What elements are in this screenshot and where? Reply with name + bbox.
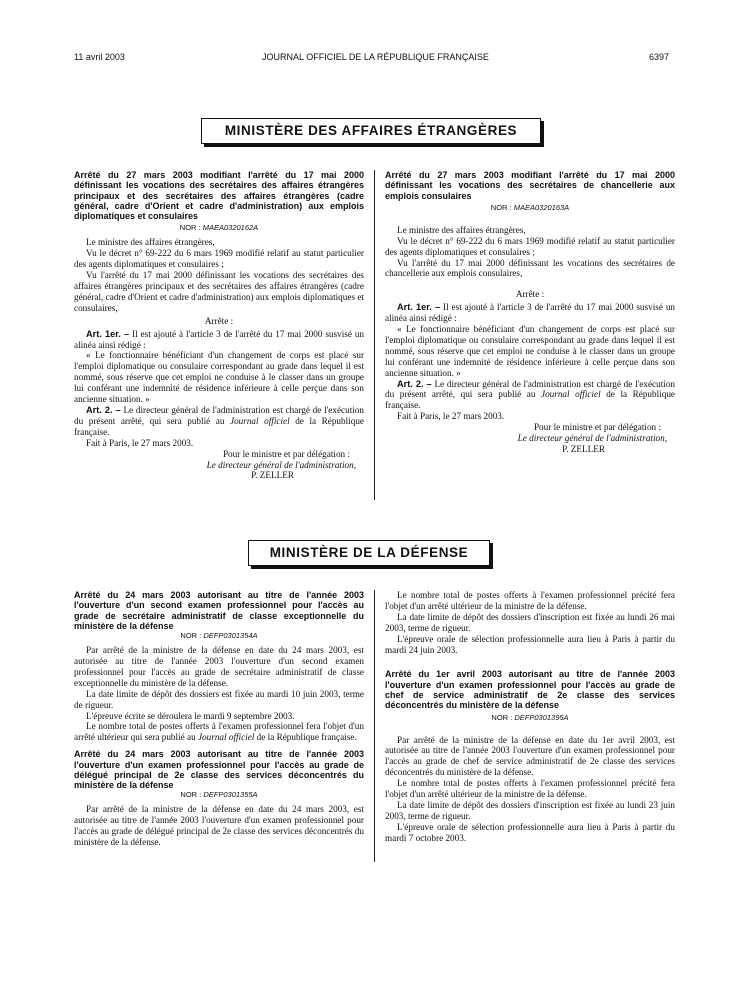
article-2-text: Le directeur général de l'administration est chargé de l'exécution du présent arrêté, qui sera publié au [74,404,365,426]
done-at: Fait à Paris, le 27 mars 2003. [86,437,194,448]
intro-line: Le ministre des affaires étrangères, [397,224,526,235]
nor-reference [74,790,364,801]
paragraph: La date limite de dépôt des dossiers d'inscription est fixée au lundi 26 mai 2003, terme de rigueur. [385,611,675,633]
article-1-text: Il est ajouté à l'article 3 de l'arrêté du 17 mai 2000 susvisé un alinéa ainsi rédigé : [385,302,676,324]
nor-label: NOR : [180,631,202,641]
nor-code: DEFP0301395A [514,712,569,722]
article-1-paragraph [385,302,675,324]
article-mae-1 [74,170,364,481]
article-2-paragraph [74,405,364,438]
nor-code: DEFP0301355A [203,790,258,800]
nor-reference [385,713,675,724]
paragraph [74,721,364,743]
done-at: Fait à Paris, le 27 mars 2003. [397,411,505,422]
signature-title [385,433,675,444]
signature-name: P. ZELLER [562,444,605,455]
nor-label: NOR : [180,790,202,800]
signature-title-text: Le directeur général de l'administration, [517,433,667,444]
arrete-label: Arrête : [515,289,545,300]
paragraph: Par arrêté de la ministre de la défense en date du 1er avril 2003, est autorisée au titre de l'année 2003 l'ouverture d'un examen professionnel pour l'accès au grade de chef de service administratif de 2e classe des services déconcentrés du ministère de la défense. [385,734,675,778]
nor-code: MAEA0320163A [513,202,570,212]
defense-left-column [74,590,364,848]
nor-reference [74,223,364,234]
paragraph: Par arrêté de la ministre de la défense en date du 24 mars 2003, est autorisée au titre de l'année 2003 l'ouverture d'un examen professionnel pour l'accès au grade de délégué principal de 2e classe des services déconcentrés du ministère de la défense. [74,804,364,848]
nor-code: MAEA0320162A [202,223,259,233]
article-1-label: Art. 1er. – [86,328,130,339]
paragraph: Par arrêté de la ministre de la défense en date du 24 mars 2003, est autorisée au titre de l'année 2003 l'ouverture d'un second examen professionnel pour l'accès au grade de secrétaire administratif de classe exceptionnelle du ministère de la défense. [74,645,364,688]
intro-line: Vu l'arrêté du 17 mai 2000 définissant les vocations des secrétaires des affaires étrangères principaux et des secrétaires des affaires étrangères (cadre général, cadre d'Orient et cadre d'administration) aux emplois diplomatiques et consulaires, [74,270,364,313]
spacer [385,655,675,669]
article-2-paragraph [385,379,675,412]
signature-title [74,460,364,471]
article-title: Arrêté du 27 mars 2003 modifiant l'arrêté du 17 mai 2000 définissant les vocations des secrétaires de chancellerie aux emplois consulaires [385,170,675,201]
spacer [385,279,675,287]
nor-reference [385,203,675,214]
header-date: 11 avril 2003 [74,52,125,62]
quoted-paragraph: « Le fonctionnaire bénéficiant d'un changement de corps est placé sur l'emploi diplomatique ou consulaire correspondant au grade dans lequel il est nommé, sous réserve que cet emploi ne conduise à le classer dans un groupe lui conférant une indemnité de résidence inférieure à celle perçue dans son ancienne situation. » [385,324,675,378]
article-mae-2 [385,170,675,455]
header-journal-title: JOURNAL OFFICIEL DE LA RÉPUBLIQUE FRANÇAISE [262,52,489,62]
paragraph: La date limite de dépôt des dossiers d'inscription est fixée au lundi 23 juin 2003, terme de rigueur. [385,799,675,821]
section-heading-defense: MINISTÈRE DE LA DÉFENSE [248,540,490,566]
article-2-label: Art. 2. – [397,378,432,389]
nor-code: DEFP0301354A [203,631,258,641]
spacer [385,217,675,225]
signature-title-text: Le directeur général de l'administration, [206,459,356,470]
intro-line: Vu le décret n° 69-222 du 6 mars 1969 modifié relatif au statut particulier des agents diplomatiques et consulaires ; [74,248,364,270]
paragraph-text-end: de la République française. [254,732,357,743]
paragraph: Le nombre total de postes offerts à l'examen professionnel précité fera l'objet d'un arrêté ultérieur de la ministre de la défense. [385,590,675,611]
article-title: Arrêté du 27 mars 2003 modifiant l'arrêté du 17 mai 2000 définissant les vocations des secrétaires des affaires étrangères principaux et des secrétaires des affaires étrangères (cadre général, cadre d'Orient et cadre d'administration) aux emplois diplomatiques et consulaires [74,170,364,222]
article-2-text: Le directeur général de l'administration est chargé de l'exécution du présent arrêté, qui sera publié au [385,378,676,400]
signature-delegation: Pour le ministre et par délégation : [222,448,350,459]
paragraph: Le nombre total de postes offerts à l'examen professionnel précité fera l'objet d'un arrêté ultérieur de la ministre de la défense. [385,778,675,800]
intro-line: Vu le décret n° 69-222 du 6 mars 1969 modifié relatif au statut particulier des agents diplomatiques et consulaires ; [385,235,675,257]
article-2-text-end: de la République française. [74,415,364,437]
paragraph: La date limite de dépôt des dossiers est fixée au mardi 10 juin 2003, terme de rigueur. [74,688,364,710]
article-2-label: Art. 2. – [86,404,121,415]
paragraph: L'épreuve écrite se déroulera le mardi 9 septembre 2003. [86,710,295,721]
intro-line: Vu l'arrêté du 17 mai 2000 définissant les vocations des secrétaires de chancellerie aux emplois consulaires, [385,257,675,279]
article-title: Arrêté du 24 mars 2003 autorisant au titre de l'année 2003 l'ouverture d'un examen professionnel pour l'accès au grade de délégué principal de 2e classe des services déconcentrés du ministère de la défense [74,749,364,791]
article-title: Arrêté du 24 mars 2003 autorisant au titre de l'année 2003 l'ouverture d'un second examen professionnel pour l'accès au grade de secrétaire administratif de classe exceptionnelle du ministère de la défense [74,590,364,631]
column-divider [374,590,375,862]
intro-line: Le ministre des affaires étrangères, [86,237,215,248]
section-heading-affaires-etrangeres: MINISTÈRE DES AFFAIRES ÉTRANGÈRES [201,118,541,144]
column-divider [374,170,375,500]
article-1-paragraph [74,329,364,351]
spacer [385,727,675,735]
journal-officiel-italic: Journal officiel [197,732,255,743]
article-1-label: Art. 1er. – [397,302,441,313]
nor-label: NOR : [179,223,201,233]
paragraph-text: Le nombre total de postes offerts à l'examen professionnel fera l'objet d'un arrêté ultérieur qui sera publié au [74,721,364,743]
article-1-text: Il est ajouté à l'article 3 de l'arrêté du 17 mai 2000 susvisé un alinéa ainsi rédigé : [74,328,365,350]
signature-delegation: Pour le ministre et par délégation : [533,422,661,433]
article-2-text-end: de la République française. [385,389,675,411]
paragraph: L'épreuve orale de sélection professionnelle aura lieu à Paris à partir du mardi 7 octobre 2003. [385,821,675,843]
journal-officiel-italic: Journal officiel [541,389,601,400]
header-page-number: 6397 [648,52,669,62]
nor-reference [74,631,364,642]
nor-label: NOR : [490,202,512,212]
signature-name: P. ZELLER [251,470,294,481]
article-title: Arrêté du 1er avril 2003 autorisant au titre de l'année 2003 l'ouverture d'un examen professionnel pour l'accès au grade de chef de service administratif de 2e classe des services déconcentrés du ministère de la défense [385,669,675,711]
journal-officiel-italic: Journal officiel [230,415,290,426]
arrete-label: Arrête : [204,315,234,326]
paragraph: L'épreuve orale de sélection professionnelle aura lieu à Paris à partir du mardi 24 juin 2003. [385,633,675,655]
defense-right-column [385,590,675,844]
nor-label: NOR : [491,712,513,722]
quoted-paragraph: « Le fonctionnaire bénéficiant d'un changement de corps est placé sur l'emploi diplomatique ou consulaire correspondant au grade dans lequel il est nommé, sous réserve que cet emploi ne conduise à le classer dans un groupe lui conférant une indemnité de résidence inférieure à celle perçue dans son ancienne situation. » [74,350,364,405]
